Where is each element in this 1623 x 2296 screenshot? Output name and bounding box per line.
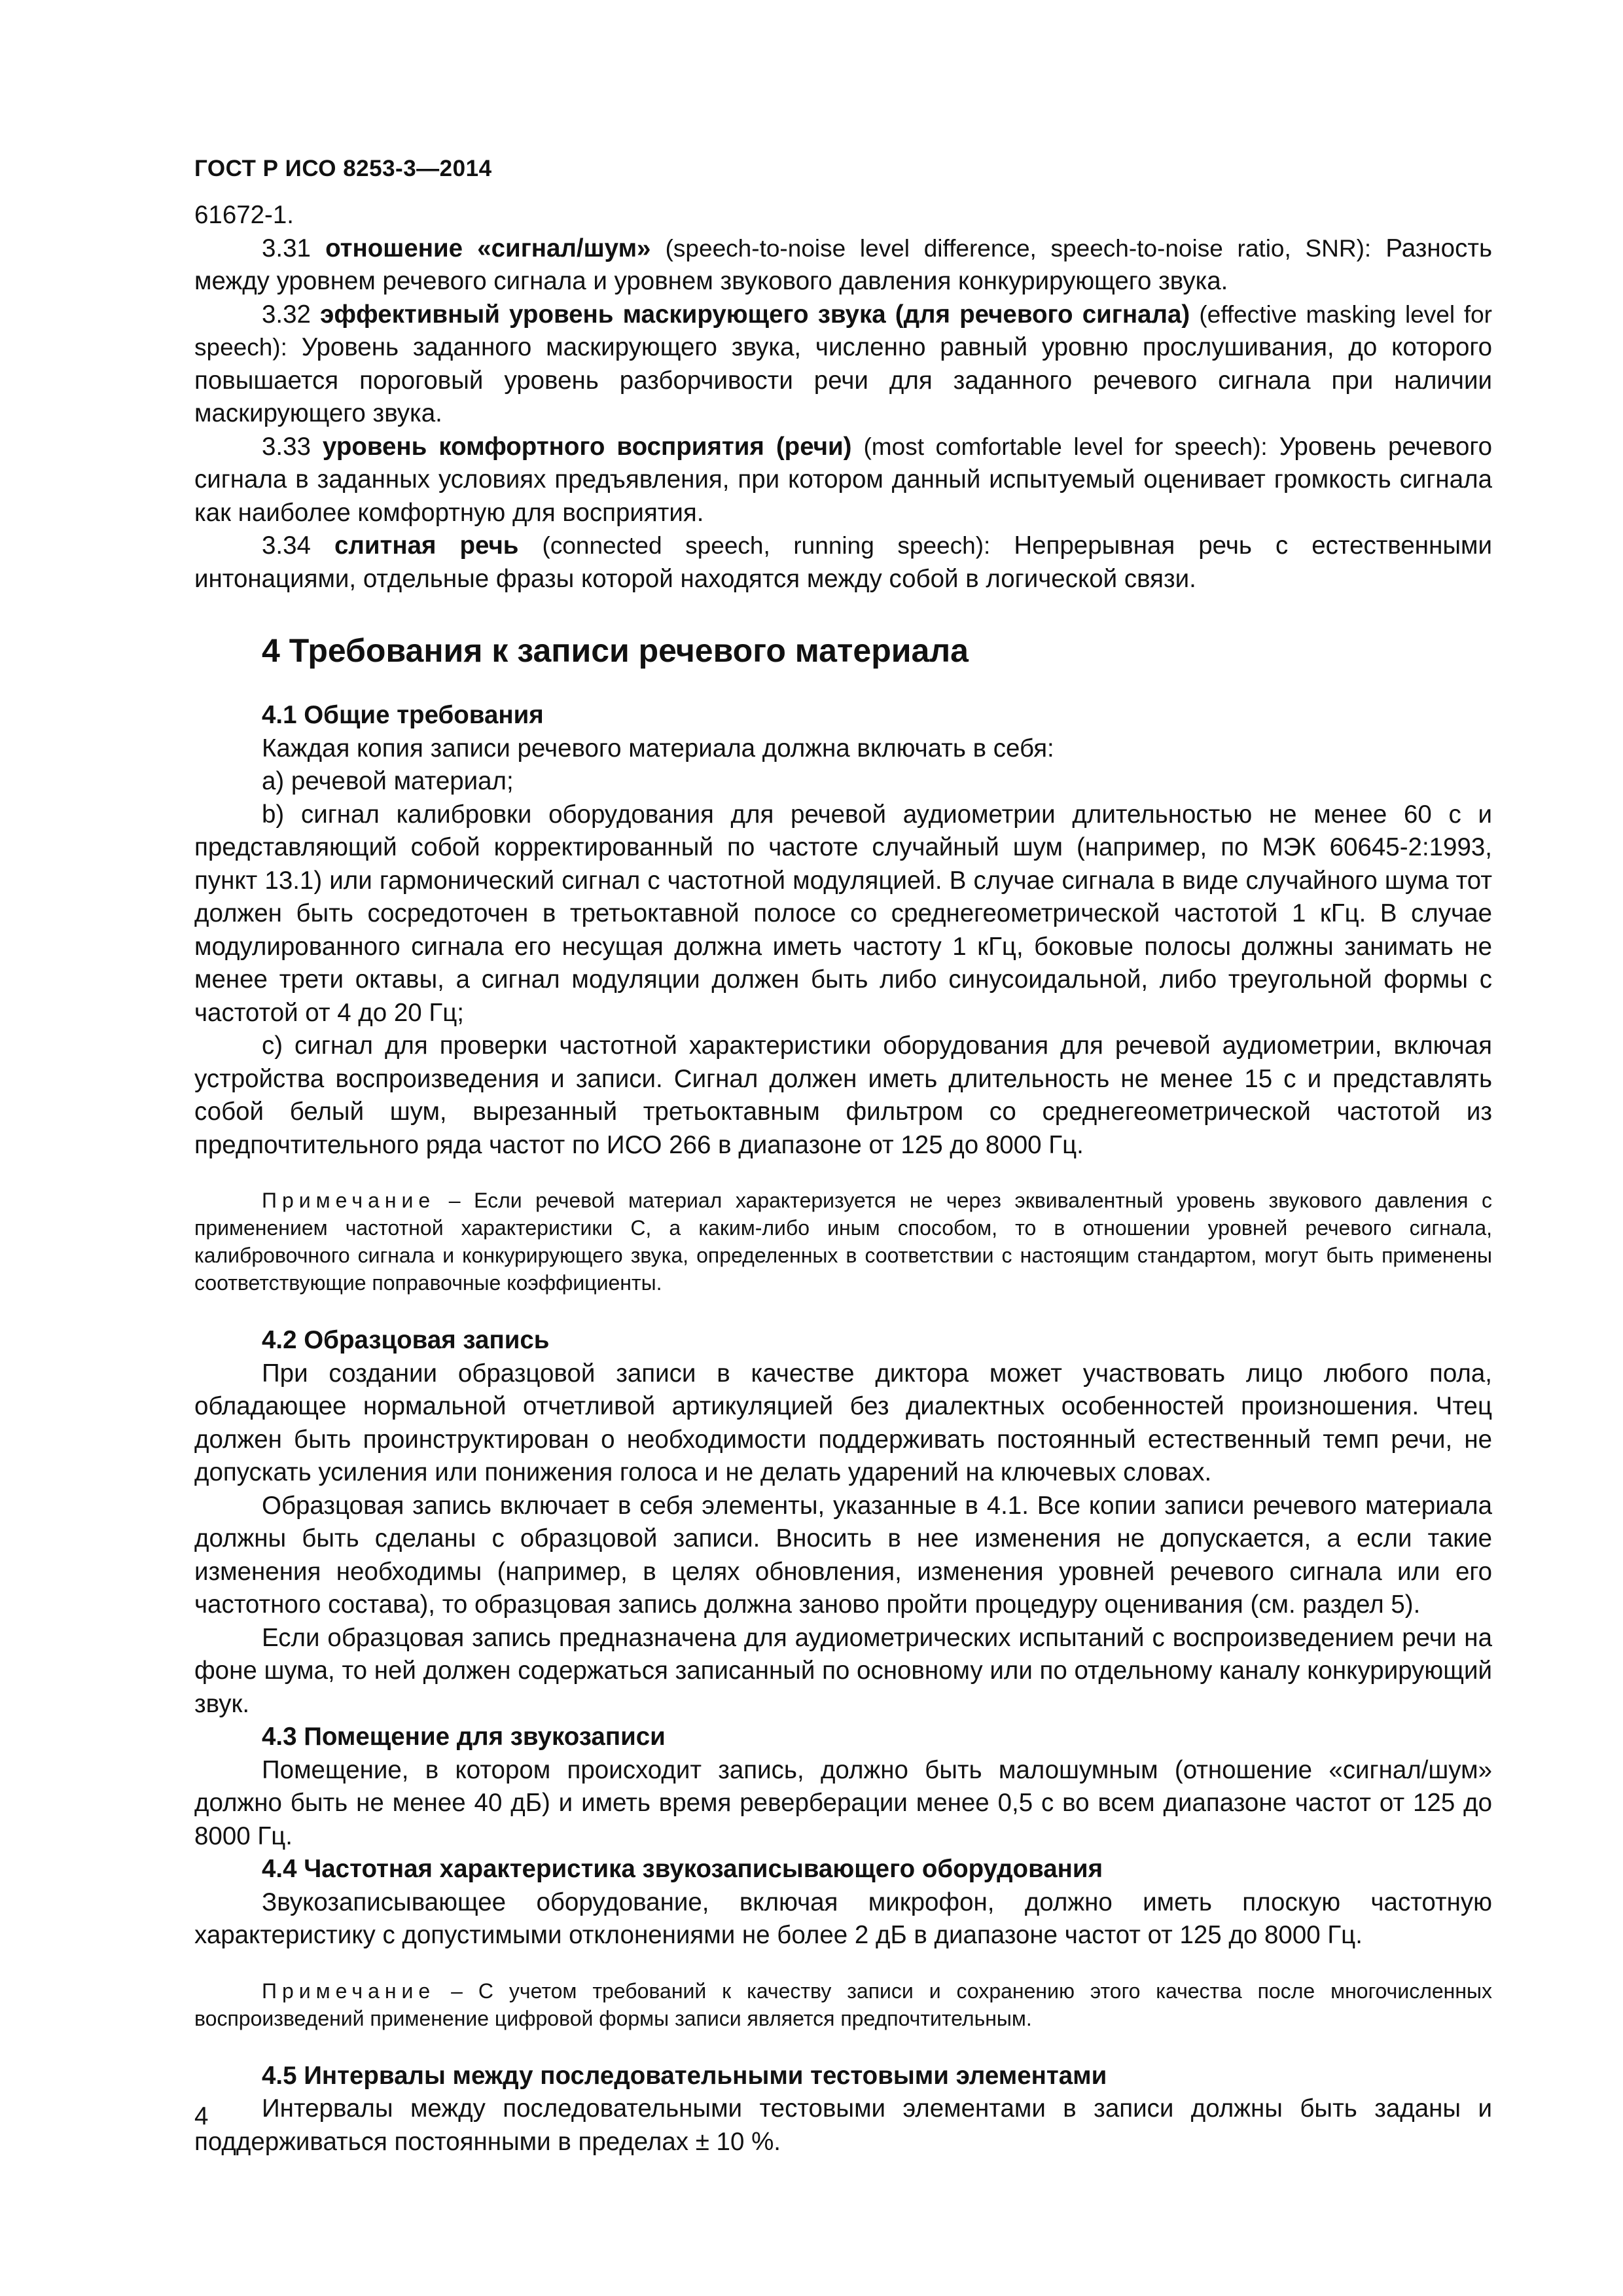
section-4-5-paragraph: Интервалы между последовательными тестовыми элементами в записи должны быть заданы и поддерживаться постоянными в пределах ± 10 %. [194, 2094, 1492, 2156]
section-4-2-paragraph: При создании образцовой записи в качестве диктора может участвовать лицо любого пола, обладающее нормальной отчетливой артикуляцией без диалектных особенностей произношения. Чтец должен быть проинструктирован о необходимости поддерживать постоянный естественный темп речи, не допускать усиления или понижения голоса и не делать ударений на ключевых словах. [194, 1359, 1492, 1486]
section-4-4-heading: 4.4 Частотная характеристика звукозаписывающего оборудования [262, 1855, 1103, 1883]
definition-3-31 [194, 232, 1492, 298]
section-4-5-heading: 4.5 Интервалы между последовательными тестовыми элементами [262, 2061, 1107, 2090]
section-4-3-paragraph: Помещение, в котором происходит запись, должно быть малошумным (отношение «сигнал/шум» должно быть не менее 40 дБ) и иметь время реверберации менее 0,5 с во всем диапазоне частот от 125 до 8000 Гц. [194, 1755, 1492, 1850]
definition-number: 3.33 [262, 432, 311, 461]
document-body [194, 199, 1492, 2159]
note-4-1 [194, 1187, 1492, 1297]
note-label: Примечание [262, 1189, 436, 1212]
section-4-1-intro: Каждая копия записи речевого материала должна включать в себя: [262, 734, 1054, 762]
page-number: 4 [194, 2102, 209, 2130]
note-text: – С учетом требований к качеству записи и сохранению этого качества после многочисленных воспроизведений применение цифровой формы записи является предпочтительным. [194, 1979, 1493, 2030]
note-4-4 [194, 1977, 1492, 2032]
definition-text: Уровень заданного маскирующего звука, численно равный уровню прослушивания, до которого повышается пороговый уровень разборчивости речи для заданного речевого сигнала при наличии маскирующего звука. [194, 333, 1492, 427]
definition-text: Разность между уровнем речевого сигнала и уровнем звукового давления конкурирующего звука. [194, 234, 1493, 295]
definition-english: (connected speech, running speech): [542, 532, 991, 559]
section-4-heading: 4 Требования к записи речевого материала [262, 632, 969, 669]
definition-term: отношение «сигнал/шум» [325, 234, 651, 262]
definition-term: эффективный уровень маскирующего звука (для речевого сигнала) [320, 300, 1190, 329]
note-text: – Если речевой материал характеризуется не через эквивалентный уровень звукового давления с применением частотной характеристики С, а каким-либо иным способом, то в отношении уровней речевого сигнала, калибровочного сигнала и конкурирующего звука, определенных в соответствии с настоящим стандартом, могут быть применены соответствующие поправочные коэффициенты. [194, 1189, 1493, 1295]
definition-3-34 [194, 529, 1492, 596]
section-4-1-heading: 4.1 Общие требования [262, 701, 544, 729]
definition-english: (most comfortable level for speech): [863, 433, 1268, 460]
definition-term: слитная речь [334, 531, 519, 560]
definition-english: (speech-to-noise level difference, speech-to-noise ratio, SNR): [665, 234, 1372, 262]
definition-number: 3.32 [262, 300, 311, 329]
section-4-4-paragraph: Звукозаписывающее оборудование, включая микрофон, должно иметь плоскую частотную характеристику с допустимыми отклонениями не более 2 дБ в диапазоне частот от 125 до 8000 Гц. [194, 1888, 1492, 1949]
section-4-2-heading: 4.2 Образцовая запись [262, 1326, 550, 1354]
definition-number: 3.31 [262, 234, 311, 262]
definition-term: уровень комфортного восприятия (речи) [322, 432, 852, 461]
definition-3-32 [194, 298, 1492, 431]
note-label: Примечание [262, 1979, 436, 2003]
definition-number: 3.34 [262, 531, 311, 560]
continuation-text: 61672-1. [194, 201, 294, 229]
section-4-2-paragraph: Если образцовая запись предназначена для аудиометрических испытаний с воспроизведением речи на фоне шума, то ней должен содержаться записанный по основному или по отдельному каналу конкурирующий звук. [194, 1623, 1492, 1718]
definition-text: Уровень речевого сигнала в заданных условиях предъявления, при котором данный испытуемый оценивает громкость сигнала как наиболее комфортную для восприятия. [194, 432, 1493, 527]
list-item-c: c) сигнал для проверки частотной характеристики оборудования для речевой аудиометрии, включая устройства воспроизведения и записи. Сигнал должен иметь длительность не менее 15 с и представлять собой белый шум, вырезанный третьоктавным фильтром со среднегеометрической частотой из предпочтительного ряда частот по ИСО 266 в диапазоне от 125 до 8000 Гц. [194, 1031, 1492, 1159]
list-item-b: b) сигнал калибровки оборудования для речевой аудиометрии длительностью не менее 60 с и представляющий собой корректированный по частоте случайный шум (например, по МЭК 60645-2:1993, пункт 13.1) или гармонический сигнал с частотной модуляцией. В случае сигнала в виде случайного шума тот должен быть сосредоточен в третьоктавной полосе со среднегеометрической частотой 1 кГц. В случае модулированного сигнала его несущая должна иметь частоту 1 кГц, боковые полосы должны занимать не менее трети октавы, а сигнал модуляции должен быть либо синусоидальной, либо треугольной формы с частотой от 4 до 20 Гц; [194, 800, 1492, 1027]
definition-english: (effective masking level for speech): [194, 300, 1492, 361]
section-4-2-paragraph: Образцовая запись включает в себя элементы, указанные в 4.1. Все копии записи речевого материала должны быть сделаны с образцовой записи. Вносить в нее изменения не допускается, а если такие изменения необходимы (например, в целях обновления, изменения уровней речевого сигнала или его частотного состава), то образцовая запись должна заново пройти процедуру оценивания (см. раздел 5). [194, 1491, 1492, 1619]
list-item-a: a) речевой материал; [262, 767, 514, 795]
definition-text: Непрерывная речь с естественными интонациями, отдельные фразы которой находятся между собой в логической связи. [194, 531, 1492, 593]
document-header: ГОСТ Р ИСО 8253-3—2014 [194, 156, 492, 181]
section-4-3-heading: 4.3 Помещение для звукозаписи [262, 1723, 666, 1751]
definition-3-33 [194, 431, 1492, 530]
